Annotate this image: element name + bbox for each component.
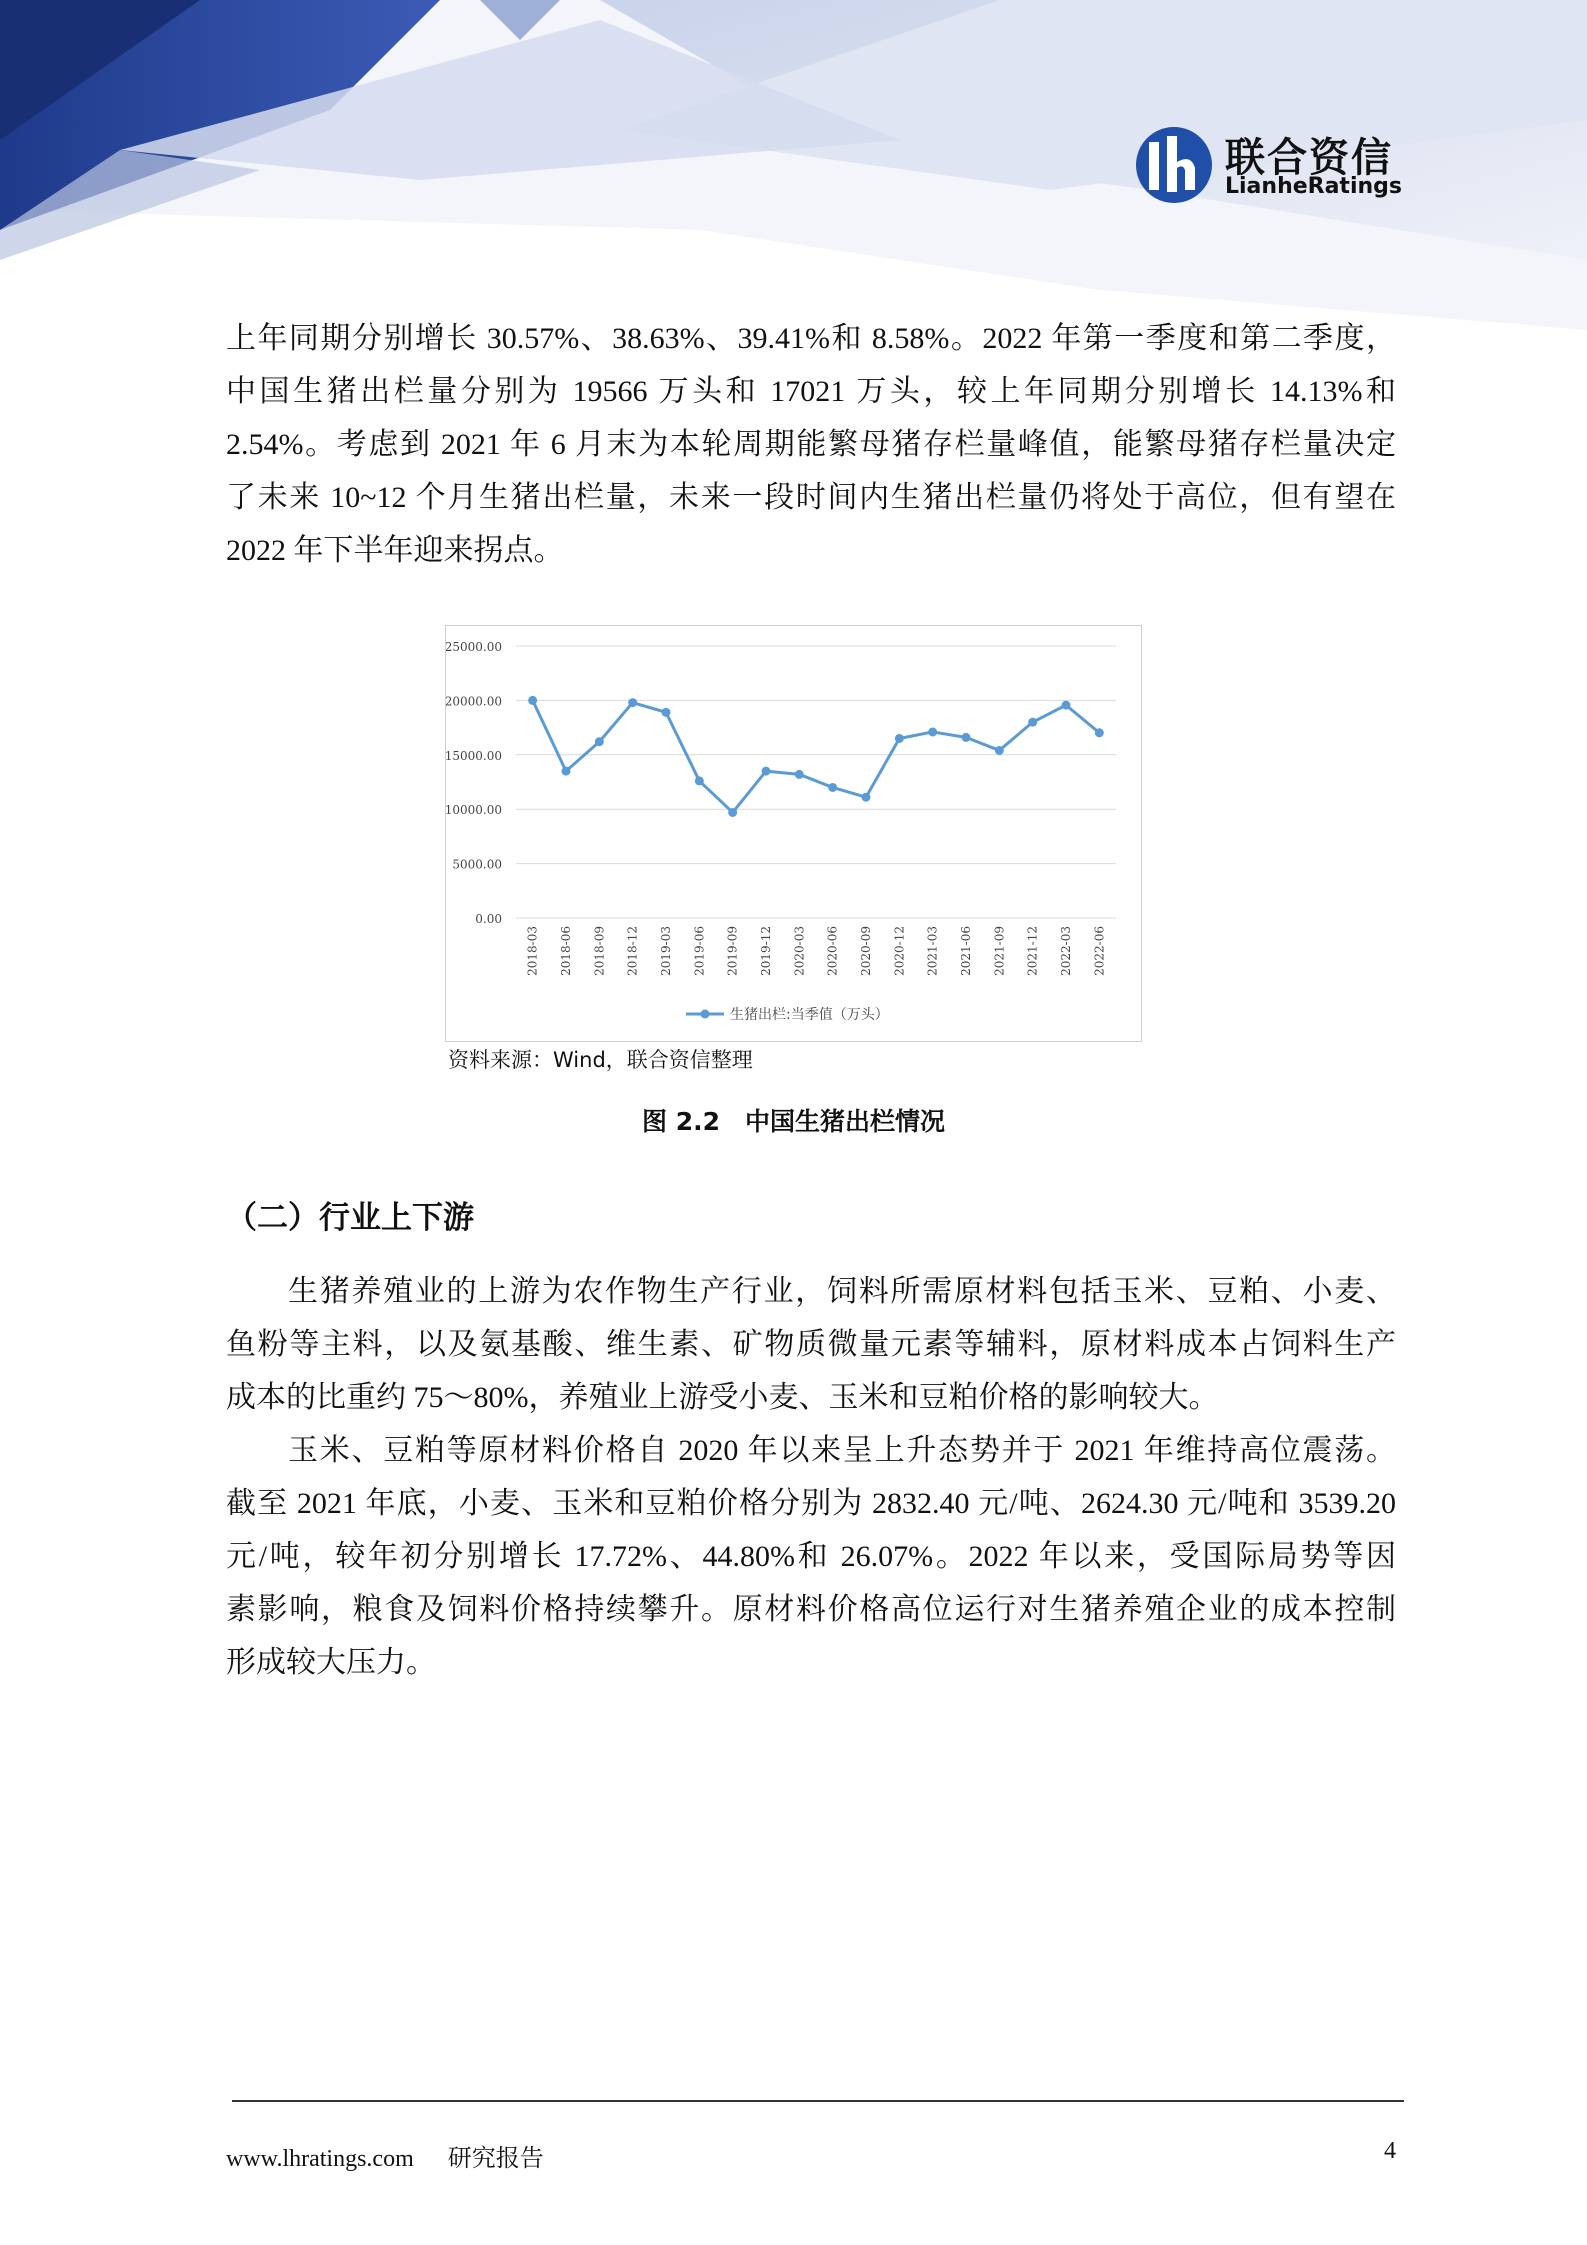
paragraph-line: 2022 年下半年迎来拐点。 — [226, 534, 564, 567]
x-tick-label: 2022-06 — [1092, 926, 1107, 976]
y-tick-label: 25000.00 — [446, 640, 502, 654]
legend-label: 生猪出栏:当季值（万头） — [730, 1007, 889, 1023]
x-tick-label: 2021-09 — [992, 926, 1007, 976]
company-logo — [1133, 124, 1413, 204]
y-tick-label: 10000.00 — [446, 803, 502, 818]
data-point — [728, 808, 737, 817]
x-tick-label: 2021-03 — [925, 926, 940, 976]
x-tick-label: 2020-06 — [825, 926, 840, 976]
data-point — [695, 776, 704, 785]
x-tick-label: 2020-12 — [892, 926, 907, 976]
paragraph-line: 鱼粉等主料，以及氨基酸、维生素、矿物质微量元素等辅料，原材料成本占饲料生产 — [226, 1328, 1396, 1361]
x-tick-label: 2018-12 — [625, 926, 640, 976]
logo-english-name: LianheRatings — [1225, 174, 1402, 199]
data-point — [862, 793, 871, 802]
paragraph-line: 元/吨，较年初分别增长 17.72%、44.80%和 26.07%。2022 年以来，受国际局势等因 — [226, 1540, 1396, 1573]
chart-source: 资料来源：Wind，联合资信整理 — [448, 1048, 753, 1072]
y-tick-label: 5000.00 — [452, 857, 502, 872]
data-point — [1062, 701, 1071, 710]
legend-marker — [701, 1010, 710, 1019]
x-tick-label: 2019-06 — [692, 926, 707, 976]
data-point — [1028, 718, 1037, 727]
chart-container — [445, 625, 1142, 1042]
series-line — [533, 700, 1100, 812]
section-title: （二）行业上下游 — [226, 1200, 474, 1236]
hog-slaughter-line-chart — [446, 626, 1141, 1041]
paragraph-line: 2.54%。考虑到 2021 年 6 月末为本轮周期能繁母猪存栏量峰值，能繁母猪存栏量决定 — [226, 428, 1396, 461]
paragraph-line: 截至 2021 年底，小麦、玉米和豆粕价格分别为 2832.40 元/吨、2624.30 元/吨和 3539.20 — [226, 1487, 1396, 1520]
paragraph-line: 了未来 10~12 个月生猪出栏量，未来一段时间内生猪出栏量仍将处于高位，但有望在 — [226, 481, 1396, 514]
x-tick-label: 2021-12 — [1025, 926, 1040, 976]
paragraph-line: 上年同期分别增长 30.57%、38.63%、39.41%和 8.58%。2022 年第一季度和第二季度， — [226, 322, 1396, 355]
footer-report-type: 研究报告 — [447, 2146, 544, 2172]
paragraph-line: 玉米、豆粕等原材料价格自 2020 年以来呈上升态势并于 2021 年维持高位震荡。 — [288, 1434, 1396, 1467]
figure-caption: 图 2.2 中国生猪出栏情况 — [642, 1107, 945, 1136]
footer-divider — [232, 2100, 1404, 2102]
y-tick-label: 0.00 — [475, 912, 502, 926]
data-point — [628, 698, 637, 707]
x-tick-label: 2021-06 — [959, 926, 973, 976]
x-tick-label: 2018-09 — [592, 926, 607, 976]
x-tick-label: 2019-03 — [659, 926, 673, 976]
x-tick-label: 2018-03 — [525, 926, 540, 976]
x-tick-label: 2019-12 — [759, 926, 773, 976]
data-point — [828, 783, 837, 792]
logo-mark-icon — [1133, 124, 1215, 206]
paragraph-line: 生猪养殖业的上游为农作物生产行业，饲料所需原材料包括玉米、豆粕、小麦、 — [288, 1275, 1396, 1308]
y-tick-label: 15000.00 — [446, 748, 502, 763]
paragraph-line: 成本的比重约 75～80%，养殖业上游受小麦、玉米和豆粕价格的影响较大。 — [226, 1381, 1219, 1414]
data-point — [595, 737, 604, 746]
y-tick-label: 20000.00 — [446, 694, 502, 709]
data-point — [562, 767, 571, 776]
data-point — [795, 770, 804, 779]
data-point — [528, 696, 537, 705]
paragraph-line: 形成较大压力。 — [226, 1646, 436, 1679]
data-point — [1095, 728, 1104, 737]
x-tick-label: 2020-03 — [792, 926, 807, 976]
page-number: 4 — [1384, 2138, 1396, 2164]
logo-chinese-name: 联合资信 — [1225, 135, 1393, 181]
paragraph-line: 中国生猪出栏量分别为 19566 万头和 17021 万头，较上年同期分别增长 14.13%和 — [226, 375, 1396, 408]
data-point — [662, 708, 671, 717]
data-point — [995, 746, 1004, 755]
data-point — [895, 734, 904, 743]
data-point — [762, 767, 771, 776]
data-point — [928, 727, 937, 736]
data-point — [962, 733, 971, 742]
x-tick-label: 2019-09 — [725, 926, 740, 976]
paragraph-line: 素影响，粮食及饲料价格持续攀升。原材料价格高位运行对生猪养殖企业的成本控制 — [226, 1593, 1396, 1626]
x-tick-label: 2022-03 — [1059, 926, 1073, 976]
x-tick-label: 2020-09 — [859, 926, 873, 976]
footer-website-link[interactable]: www.lhratings.com — [226, 2146, 414, 2172]
footer-left — [226, 2138, 544, 2173]
x-tick-label: 2018-06 — [559, 926, 573, 976]
